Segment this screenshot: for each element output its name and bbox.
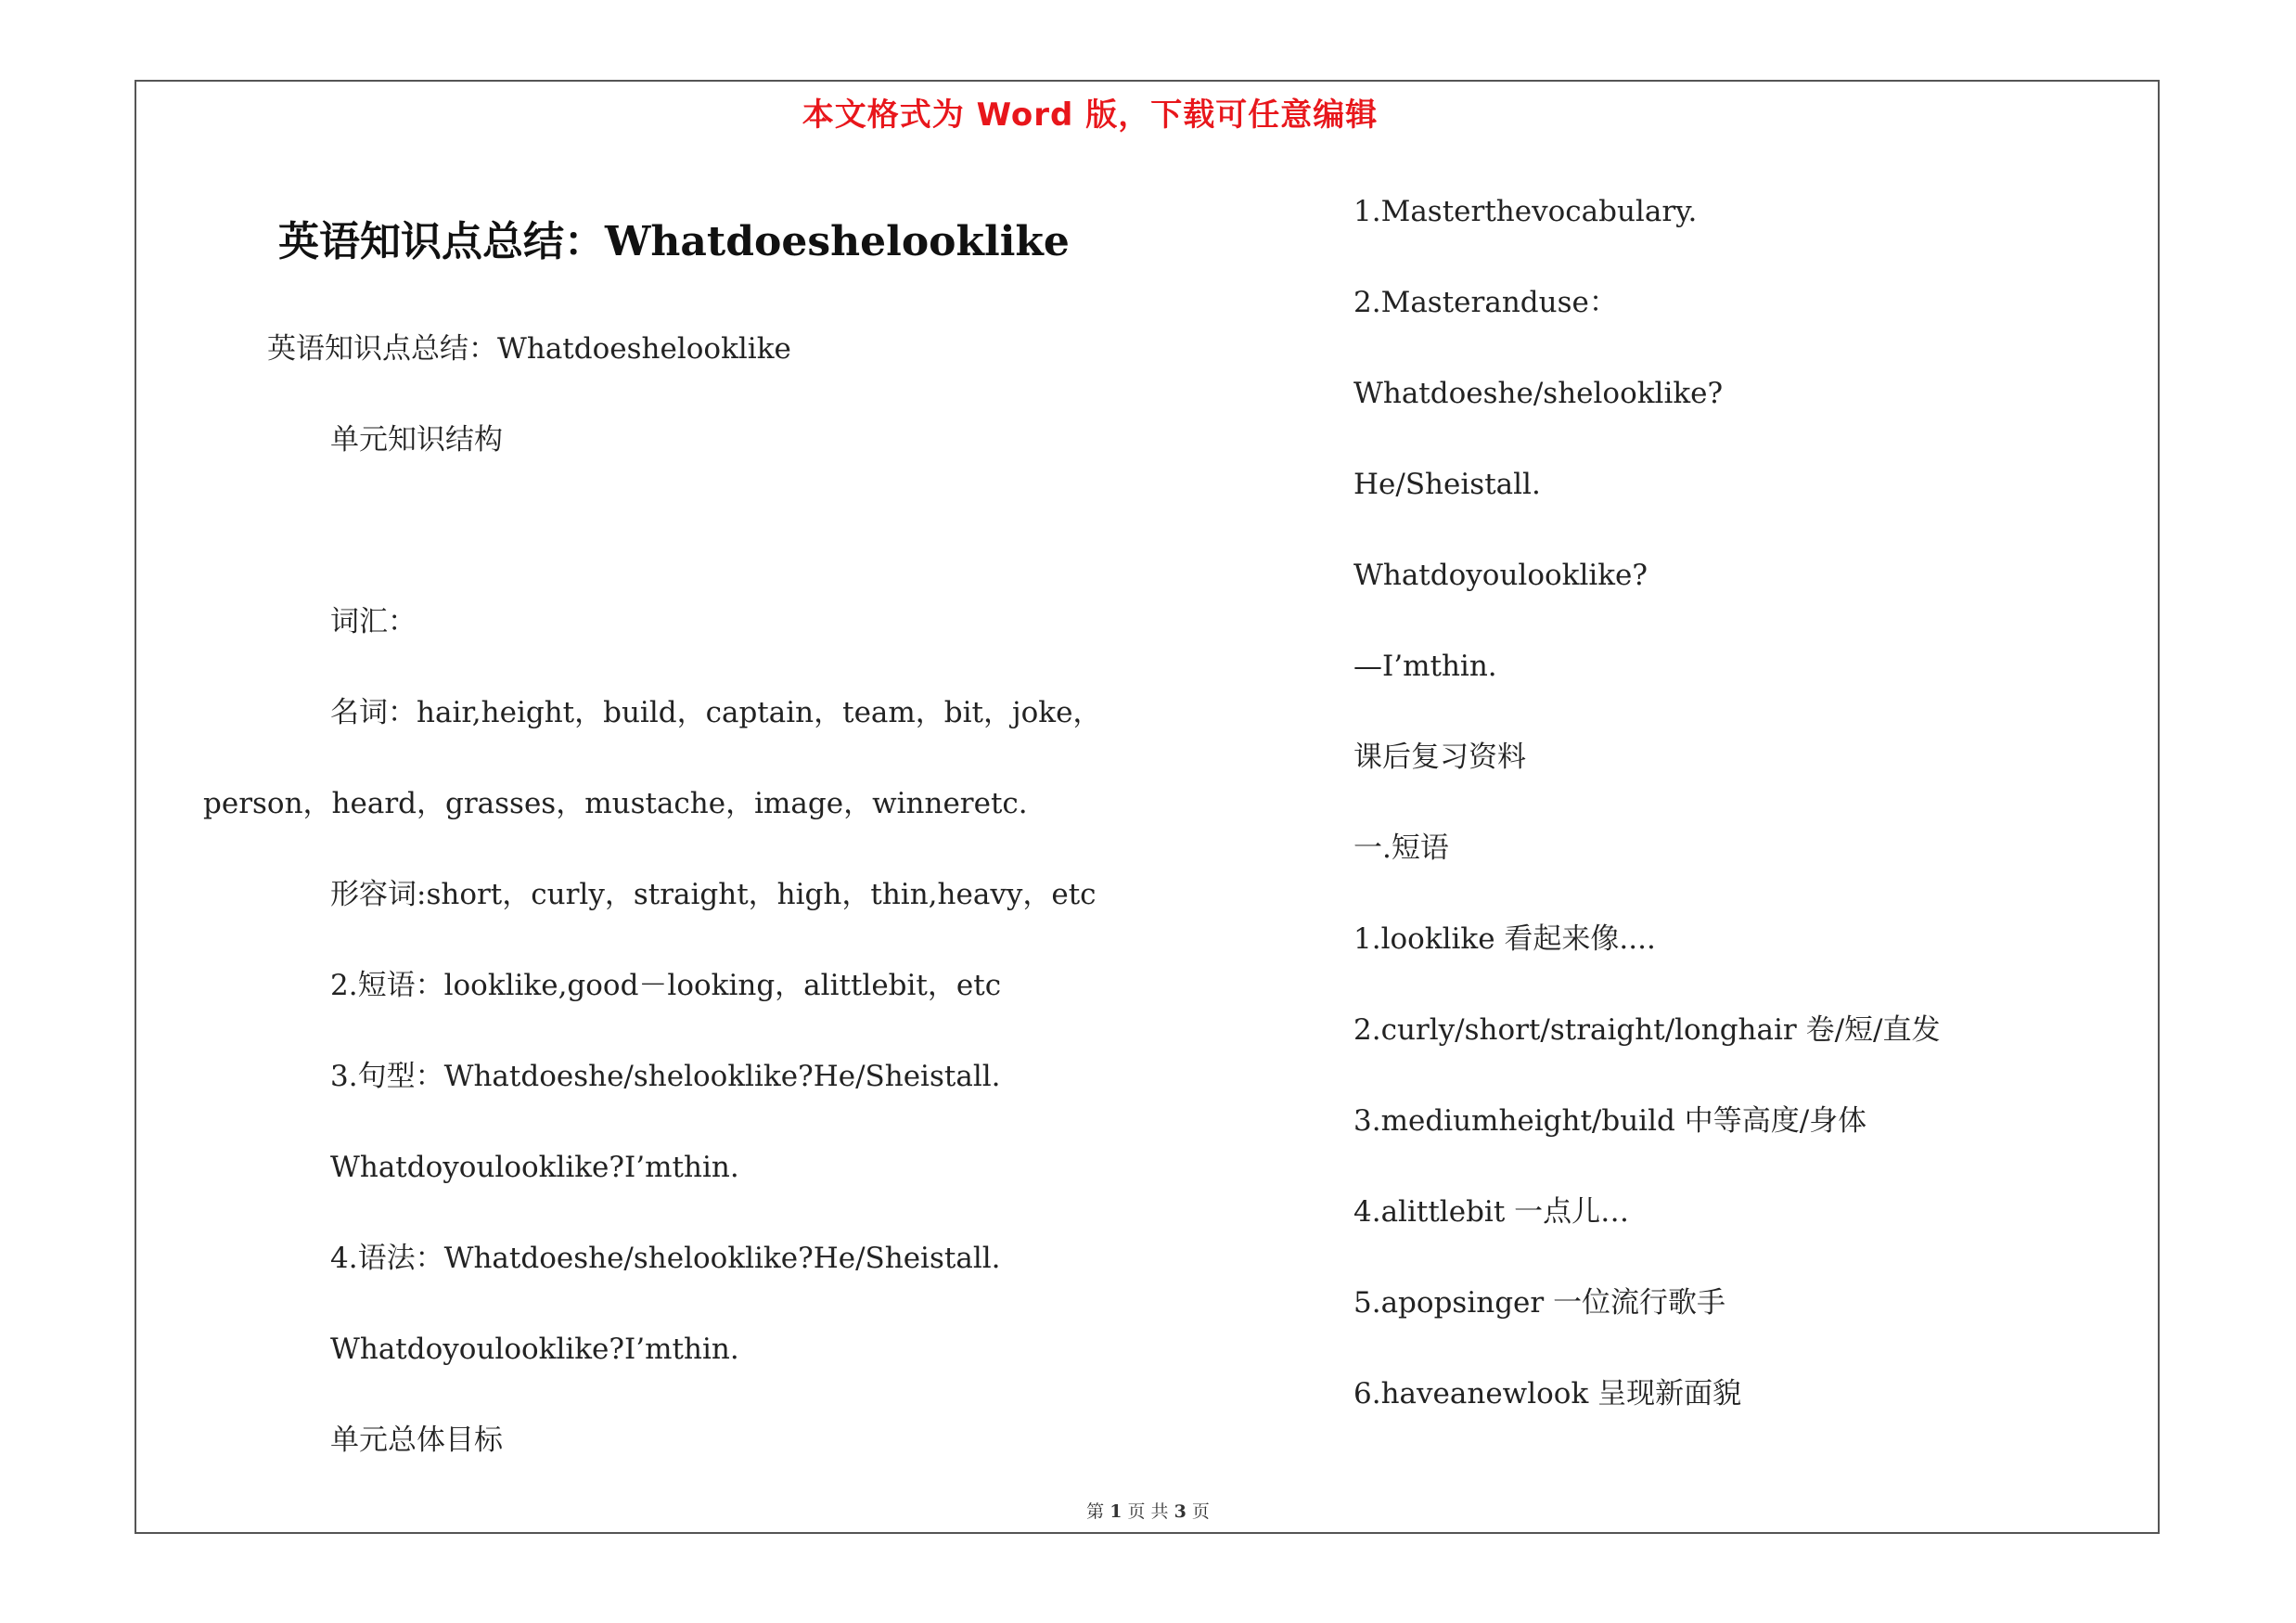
right-line: 课后复习资料 [1353, 741, 1526, 774]
current-page-number: 1 [1110, 1501, 1122, 1522]
left-line: person，heard，grasses，mustache，image，winneretc. [203, 787, 1028, 820]
editable-notice-banner: 本文格式为 Word 版，下载可任意编辑 [802, 97, 1379, 134]
right-line: —I’mthin. [1353, 650, 1497, 683]
right-line: Whatdoeshe/shelooklike? [1353, 377, 1724, 410]
right-line: 2.curly/short/straight/longhair 卷/短/直发 [1353, 1013, 1941, 1047]
left-line: 单元总体目标 [330, 1423, 503, 1457]
document-title: 英语知识点总结：Whatdoeshelooklike [278, 218, 1070, 265]
page-number-footer [0, 1498, 2296, 1523]
left-line: 词汇： [330, 605, 417, 638]
left-line: Whatdoyoulooklike?I’mthin. [330, 1151, 739, 1184]
right-line: 1.looklike 看起来像.... [1353, 922, 1656, 956]
right-line: 一.短语 [1353, 831, 1449, 865]
right-line: Whatdoyoulooklike? [1353, 559, 1648, 592]
left-line: 形容词:short，curly，straight，high，thin,heavy，etc [330, 878, 1097, 911]
left-line: 名词：hair,height，build，captain，team，bit，joke， [330, 696, 1102, 729]
footer-prefix: 第 [1086, 1501, 1105, 1522]
left-line: Whatdoyoulooklike?I’mthin. [330, 1333, 739, 1366]
left-line: 2.短语：looklike,good－looking，alittlebit，etc [330, 969, 1002, 1002]
right-line: 5.apopsinger 一位流行歌手 [1353, 1286, 1726, 1320]
footer-suffix: 页 [1191, 1501, 1210, 1522]
right-line: 1.Masterthevocabulary. [1353, 195, 1698, 228]
right-line: 4.alittlebit 一点儿… [1353, 1195, 1630, 1229]
right-line: 3.mediumheight/build 中等高度/身体 [1353, 1104, 1867, 1138]
total-page-count: 3 [1174, 1501, 1186, 1522]
left-line: 单元知识结构 [330, 423, 503, 457]
left-line: 英语知识点总结：Whatdoeshelooklike [267, 332, 791, 366]
left-line: 4.语法：Whatdoeshe/shelooklike?He/Sheistall. [330, 1242, 1001, 1275]
right-line: He/Sheistall. [1353, 468, 1541, 501]
right-line: 6.haveanewlook 呈现新面貌 [1353, 1377, 1742, 1410]
footer-middle: 页 共 [1127, 1501, 1169, 1522]
right-line: 2.Masteranduse： [1353, 286, 1618, 319]
left-line: 3.句型：Whatdoeshe/shelooklike?He/Sheistall. [330, 1060, 1001, 1093]
